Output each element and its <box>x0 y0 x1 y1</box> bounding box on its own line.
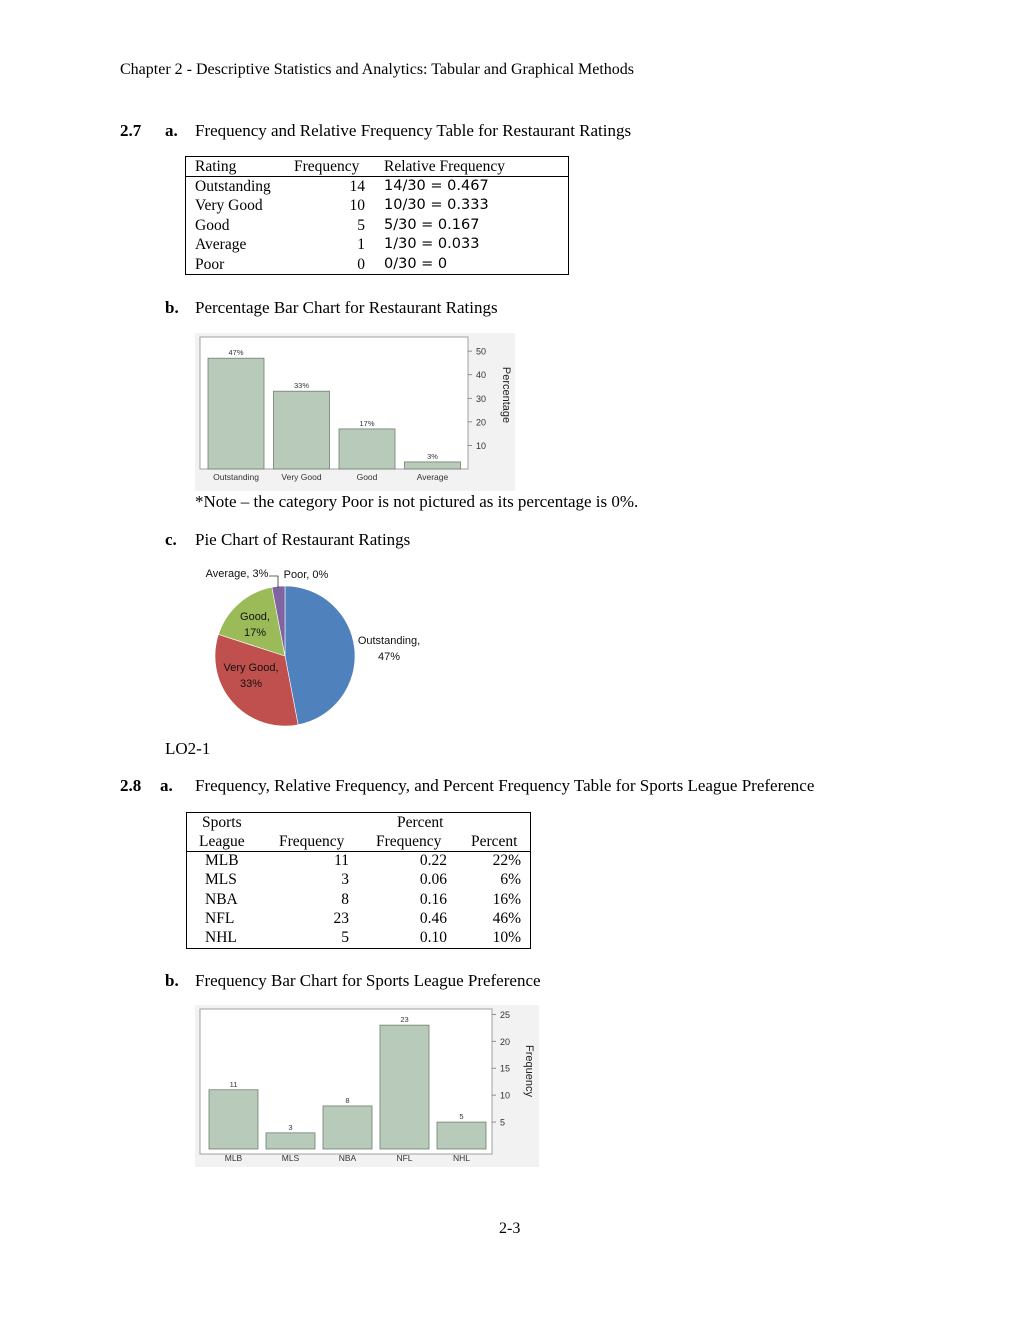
sports-league-table <box>186 812 531 949</box>
table-cell: 10/30 = 0.333 <box>384 197 489 213</box>
table-header-frequency: Frequency <box>294 158 360 175</box>
part-c-letter: c. <box>165 530 177 549</box>
y-axis-label: Percentage <box>500 366 512 424</box>
x-tick-label: MLB <box>224 1153 243 1163</box>
data-label: 5 <box>459 1112 464 1122</box>
y-tick-label: 20 <box>476 417 487 428</box>
slice-label-good: 17% <box>243 627 267 639</box>
data-label: 33% <box>293 381 310 391</box>
data-label: 3% <box>427 451 438 461</box>
slice-label-poor: Poor, 0% <box>283 569 329 581</box>
slice-outstanding <box>285 586 355 725</box>
x-tick-label: Good <box>356 472 378 482</box>
table-header-rating: Rating <box>195 158 237 175</box>
y-tick-label: 25 <box>500 1009 511 1020</box>
problem-number-27: 2.7 <box>120 121 142 140</box>
bar-mls <box>266 1133 315 1149</box>
y-tick-label: 30 <box>476 393 487 404</box>
table-cell: Outstanding <box>195 178 271 195</box>
table-cell: 0.22 <box>419 852 447 869</box>
part-c-title: Pie Chart of Restaurant Ratings <box>195 530 411 549</box>
table-cell: Poor <box>195 256 225 273</box>
table-cell: 0.46 <box>419 910 447 927</box>
table-cell: 6% <box>500 871 521 888</box>
part-b-title: Frequency Bar Chart for Sports League Preference <box>195 971 541 990</box>
table-cell: 16% <box>492 891 521 908</box>
slice-label-average: Average, 3% <box>205 568 269 580</box>
y-tick-label: 10 <box>476 440 487 451</box>
table-cell: 14 <box>349 178 365 195</box>
table-header-relative-frequency: Relative Frequency <box>384 158 505 175</box>
part-b-title: Percentage Bar Chart for Restaurant Ratings <box>195 298 498 317</box>
data-label: 47% <box>228 348 244 358</box>
part-a-title: Frequency and Relative Frequency Table for Restaurant Ratings <box>195 121 632 140</box>
part-a-letter: a. <box>165 121 178 140</box>
ratings-pie-chart <box>195 560 435 730</box>
rating-frequency-table <box>185 156 569 275</box>
bar-very-good <box>274 391 330 469</box>
x-tick-label: NHL <box>452 1153 471 1163</box>
slice-label-very-good: 33% <box>239 678 263 690</box>
learning-objective-label: LO2-1 <box>165 739 211 758</box>
table-cell: Good <box>195 217 230 234</box>
x-tick-label: NBA <box>338 1153 357 1163</box>
page-number: 2-3 <box>499 1220 521 1237</box>
bar-nba <box>323 1106 372 1149</box>
x-tick-label: Very Good <box>281 472 322 482</box>
percentage-bar-chart <box>195 333 515 491</box>
table-header-percent-frequency: Percent <box>397 814 444 831</box>
data-label: 23 <box>400 1015 409 1025</box>
table-cell: MLS <box>205 871 237 888</box>
y-tick-label: 10 <box>500 1090 511 1101</box>
problem-number-28: 2.8 <box>120 776 142 795</box>
table-header-percent: Percent <box>471 833 518 850</box>
table-cell: NHL <box>205 929 237 946</box>
table-cell: 5/30 = 0.167 <box>384 217 480 233</box>
y-tick-label: 20 <box>500 1036 511 1047</box>
table-cell: 5 <box>357 217 365 234</box>
x-tick-label: Average <box>416 472 449 482</box>
y-tick-label: 5 <box>500 1117 506 1128</box>
table-header-league: Sports <box>202 814 242 831</box>
bar-average <box>405 462 461 469</box>
part-b-letter: b. <box>165 971 179 990</box>
table-cell: NFL <box>205 910 235 927</box>
data-label: 17% <box>359 418 375 428</box>
frequency-bar-chart <box>195 1005 539 1167</box>
table-cell: 1/30 = 0.033 <box>384 236 480 252</box>
data-label: 11 <box>229 1079 238 1089</box>
bar-mlb <box>209 1090 258 1149</box>
table-header-league: League <box>199 833 245 850</box>
y-tick-label: 50 <box>476 346 487 357</box>
table-cell: 8 <box>341 891 349 908</box>
table-header-frequency: Frequency <box>279 833 345 850</box>
table-cell: 5 <box>341 929 349 946</box>
table-cell: 10% <box>492 929 521 946</box>
x-tick-label: NFL <box>396 1153 413 1163</box>
bar-good <box>339 429 395 469</box>
slice-label-good: Good, <box>240 611 270 623</box>
data-label: 8 <box>345 1095 350 1105</box>
table-cell: 22% <box>492 852 521 869</box>
page-header: Chapter 2 - Descriptive Statistics and Analytics: Tabular and Graphical Methods <box>120 61 635 78</box>
part-a-title: Frequency, Relative Frequency, and Percent Frequency Table for Sports League Preference <box>195 776 815 795</box>
table-cell: 46% <box>492 910 521 927</box>
bar-outstanding <box>208 358 264 469</box>
table-cell: 0 <box>357 256 365 273</box>
data-label: 3 <box>288 1122 293 1132</box>
table-cell: MLB <box>205 852 239 869</box>
part-b-letter: b. <box>165 298 179 317</box>
slice-label-very-good: Very Good, <box>223 662 279 674</box>
y-axis-label: Frequency <box>523 1045 535 1097</box>
x-tick-label: Outstanding <box>213 472 259 482</box>
slice-label-outstanding: Outstanding, <box>357 635 421 647</box>
table-cell: Very Good <box>195 197 263 214</box>
table-cell: 0.16 <box>419 891 447 908</box>
table-cell: 10 <box>349 197 365 214</box>
table-cell: 0.06 <box>419 871 447 888</box>
chart-note: *Note – the category Poor is not pictured as its percentage is 0%. <box>195 492 639 511</box>
table-cell: 11 <box>334 852 349 869</box>
y-tick-label: 40 <box>476 370 487 381</box>
slice-label-outstanding: 47% <box>377 651 401 663</box>
part-a-letter: a. <box>160 776 173 795</box>
table-cell: 0.10 <box>419 929 447 946</box>
bar-nhl <box>437 1122 486 1149</box>
table-cell: 1 <box>357 236 365 253</box>
table-cell: 0/30 = 0 <box>384 256 448 272</box>
table-cell: 3 <box>341 871 349 888</box>
table-cell: 23 <box>333 910 349 927</box>
table-cell: Average <box>195 236 247 253</box>
x-tick-label: MLS <box>281 1153 300 1163</box>
table-header-percent-frequency: Frequency <box>376 833 442 850</box>
y-tick-label: 15 <box>500 1063 511 1074</box>
table-cell: NBA <box>205 891 238 908</box>
table-cell: 14/30 = 0.467 <box>384 178 489 194</box>
bar-nfl <box>380 1025 429 1149</box>
